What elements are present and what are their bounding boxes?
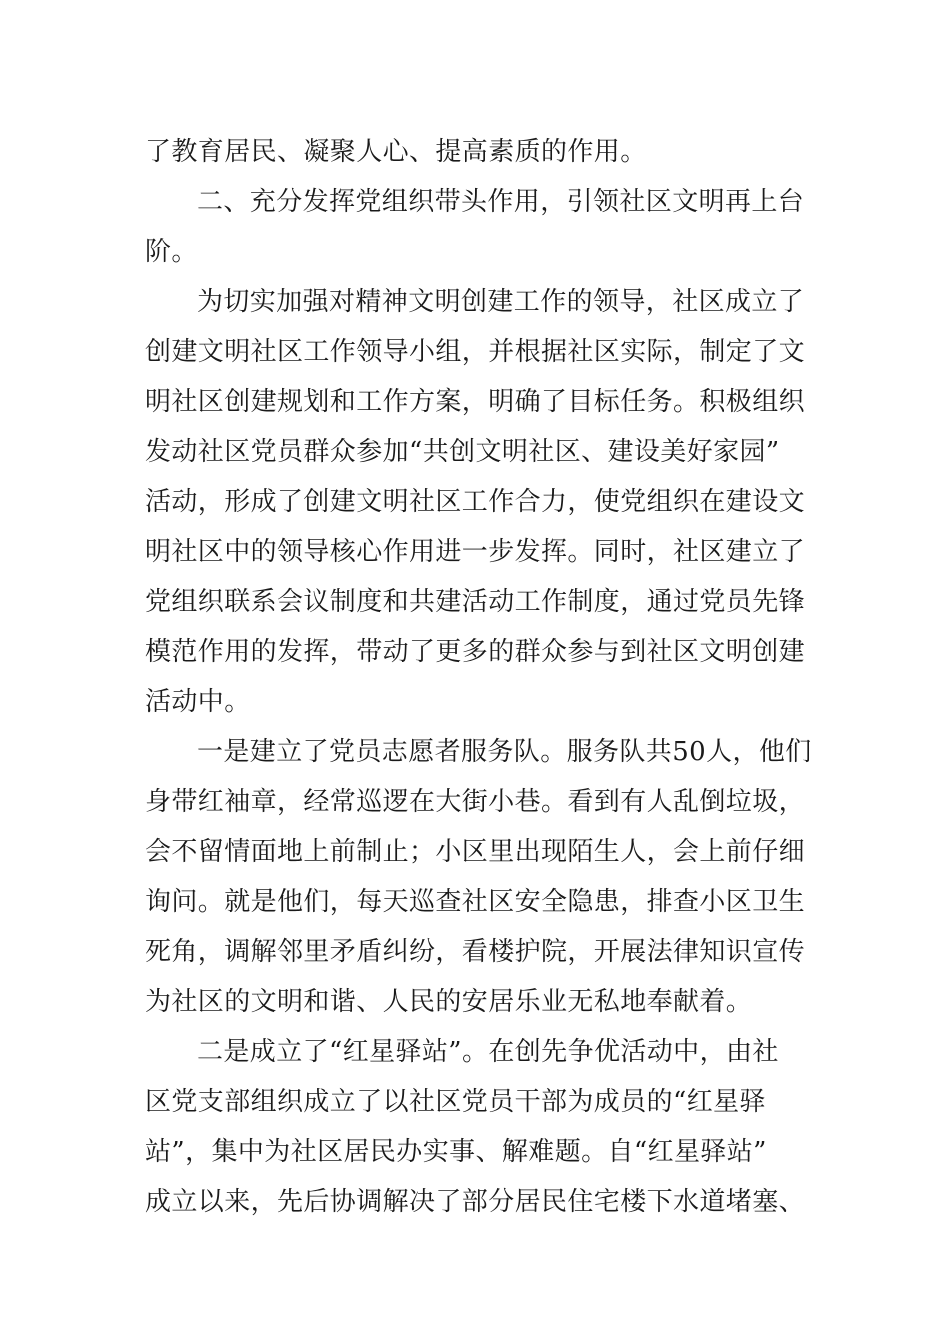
text-line: 站”，集中为社区居民办实事、解难题。自“红星驿站” <box>145 1137 767 1167</box>
text-line: 创建文明社区工作领导小组，并根据社区实际，制定了文 <box>145 337 806 367</box>
text-line: 明社区中的领导核心作用进一步发挥。同时，社区建立了 <box>145 537 806 567</box>
paragraph-start: 为切实加强对精神文明创建工作的领导，社区成立了 <box>197 287 805 317</box>
text-line: 模范作用的发挥，带动了更多的群众参与到社区文明创建 <box>145 637 806 667</box>
text-line: 党组织联系会议制度和共建活动工作制度，通过党员先锋 <box>145 587 806 617</box>
paragraph-start: 二是成立了“红星驿站”。在创先争优活动中，由社 <box>197 1037 779 1067</box>
text-line: 身带红袖章，经常巡逻在大街小巷。看到有人乱倒垃圾， <box>145 787 806 817</box>
text-line: 活动，形成了创建文明社区工作合力，使党组织在建设文 <box>145 487 806 517</box>
text-line: 死角，调解邻里矛盾纠纷，看楼护院，开展法律知识宣传 <box>145 937 806 967</box>
text-line: 活动中。 <box>145 687 251 717</box>
text-line: 发动社区党员群众参加“共创文明社区、建设美好家园” <box>145 437 780 467</box>
paragraph-heading: 二、充分发挥党组织带头作用，引领社区文明再上台 <box>197 187 805 217</box>
document-body <box>145 127 812 1227</box>
text-line: 询问。就是他们，每天巡查社区安全隐患，排查小区卫生 <box>145 887 806 917</box>
text-line: 为社区的文明和谐、人民的安居乐业无私地奉献着。 <box>145 987 753 1017</box>
paragraph-start: 一是建立了党员志愿者服务队。服务队共50人，他们 <box>197 737 812 767</box>
text-line: 会不留情面地上前制止；小区里出现陌生人，会上前仔细 <box>145 837 806 867</box>
text-line: 区党支部组织成立了以社区党员干部为成员的“红星驿 <box>145 1087 766 1117</box>
text-line: 明社区创建规划和工作方案，明确了目标任务。积极组织 <box>145 387 806 417</box>
text-line: 阶。 <box>145 237 198 267</box>
text-line: 成立以来，先后协调解决了部分居民住宅楼下水道堵塞、 <box>145 1187 806 1217</box>
text-line: 了教育居民、凝聚人心、提高素质的作用。 <box>145 137 647 167</box>
